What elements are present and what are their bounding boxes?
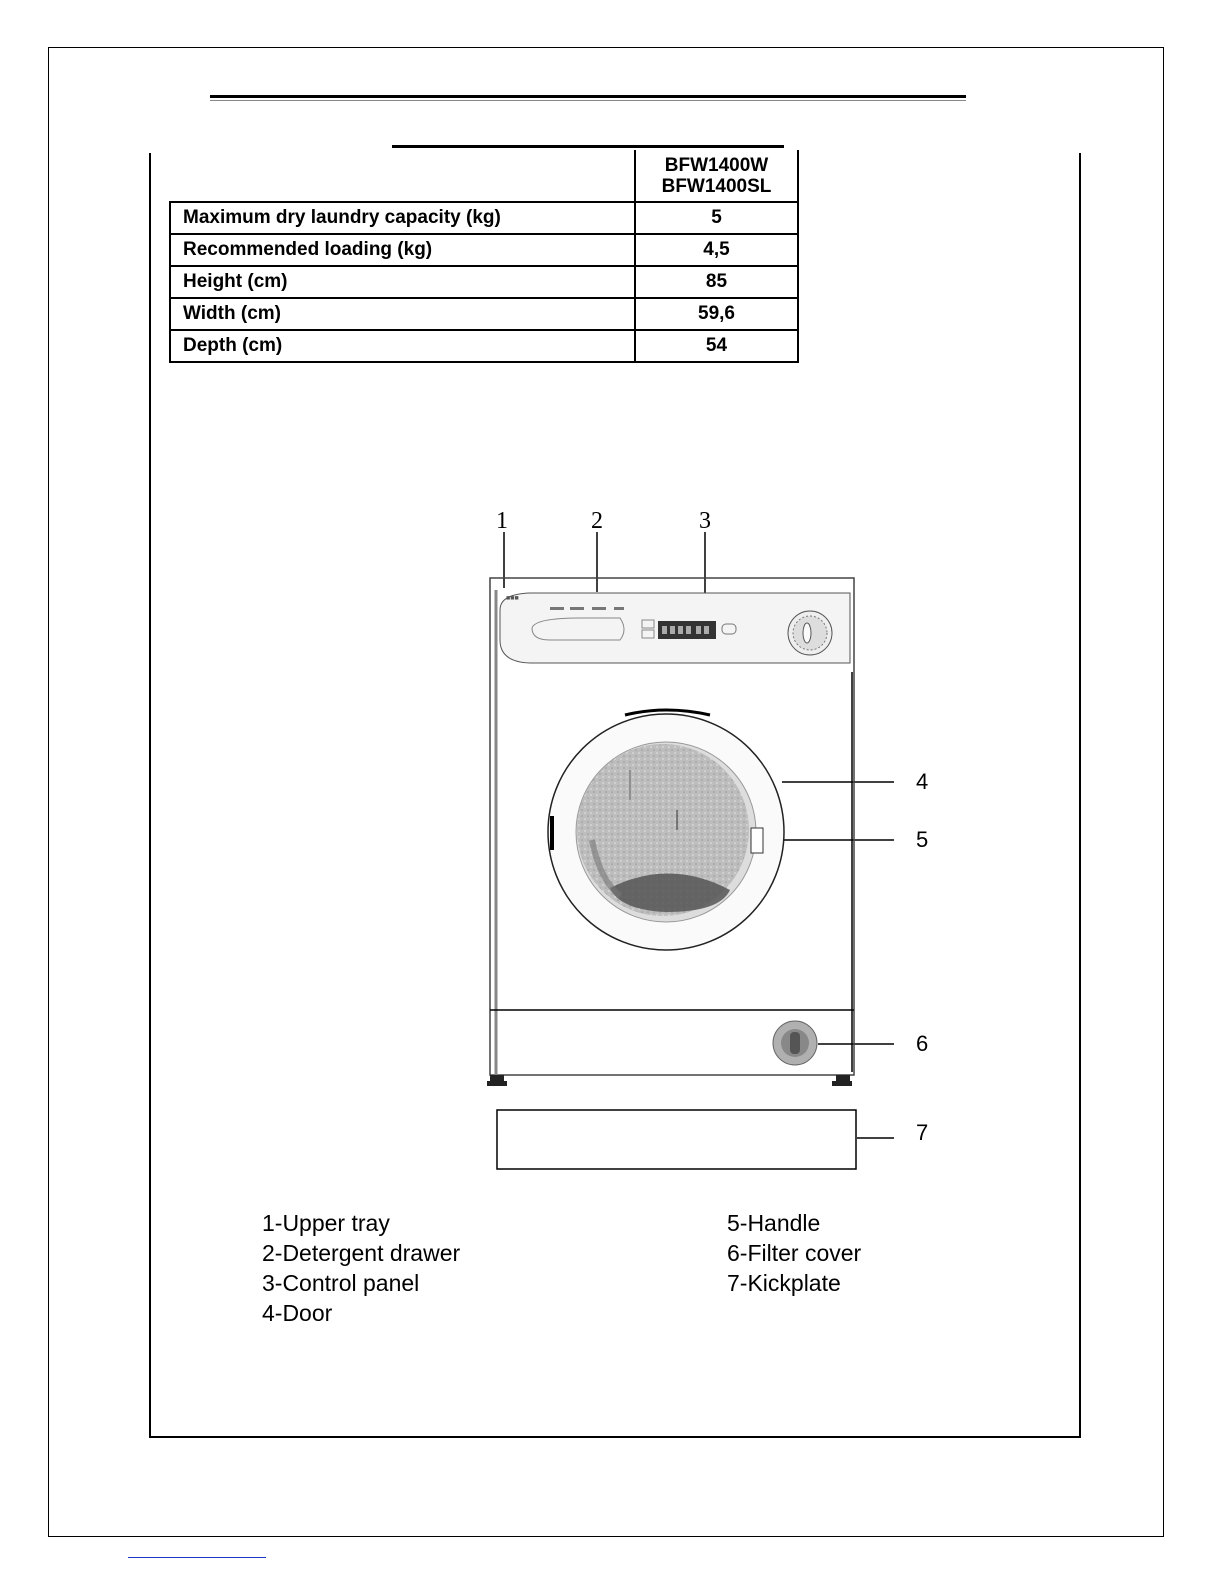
callout-number: 7 [916, 1120, 929, 1145]
parts-list-right [727, 1208, 861, 1298]
spec-value: 4,5 [635, 234, 798, 266]
footer-link-underline[interactable] [128, 1557, 266, 1558]
model-names [635, 150, 798, 202]
spec-value: 85 [635, 266, 798, 298]
model-name: BFW1400SL [661, 175, 772, 197]
callout-number: 2 [591, 508, 603, 534]
list-item: 3-Control panel [262, 1270, 420, 1296]
list-item: 5-Handle [727, 1210, 821, 1236]
table-row [170, 234, 798, 266]
kickplate [497, 1110, 856, 1169]
spec-label: Recommended loading (kg) [170, 234, 635, 266]
spec-value: 59,6 [635, 298, 798, 330]
svg-text:■■■: ■■■ [506, 595, 519, 602]
callout-number: 4 [916, 769, 929, 794]
handle [751, 828, 763, 853]
spec-table [169, 150, 799, 363]
list-item: 1-Upper tray [262, 1210, 390, 1236]
spec-label: Depth (cm) [170, 330, 635, 362]
parts-list-left [262, 1208, 460, 1328]
filter-cover [773, 1021, 817, 1065]
list-item: 4-Door [262, 1300, 333, 1326]
list-item: 2-Detergent drawer [262, 1240, 461, 1266]
model-name: BFW1400W [664, 154, 769, 176]
spec-label: Width (cm) [170, 298, 635, 330]
washing-machine-illustration [470, 500, 970, 1190]
table-row [170, 266, 798, 298]
table-row [170, 202, 798, 234]
list-item: 6-Filter cover [727, 1240, 862, 1266]
callout-number: 1 [496, 508, 508, 534]
callout-number: 3 [699, 508, 711, 534]
spec-table-corner [170, 150, 635, 202]
spec-value: 5 [635, 202, 798, 234]
list-item: 7-Kickplate [727, 1270, 841, 1296]
spec-label: Height (cm) [170, 266, 635, 298]
subtitle-rule [392, 145, 784, 148]
washing-machine-diagram [470, 500, 970, 1190]
table-row [170, 330, 798, 362]
feet [487, 1075, 852, 1086]
control-panel [500, 593, 850, 663]
spec-value: 54 [635, 330, 798, 362]
callout-number: 6 [916, 1031, 929, 1056]
table-row [170, 298, 798, 330]
door [548, 710, 784, 950]
spec-label: Maximum dry laundry capacity (kg) [170, 202, 635, 234]
title-rule [210, 95, 966, 98]
spec-table-header-row [170, 150, 798, 202]
callout-number: 5 [916, 827, 929, 852]
